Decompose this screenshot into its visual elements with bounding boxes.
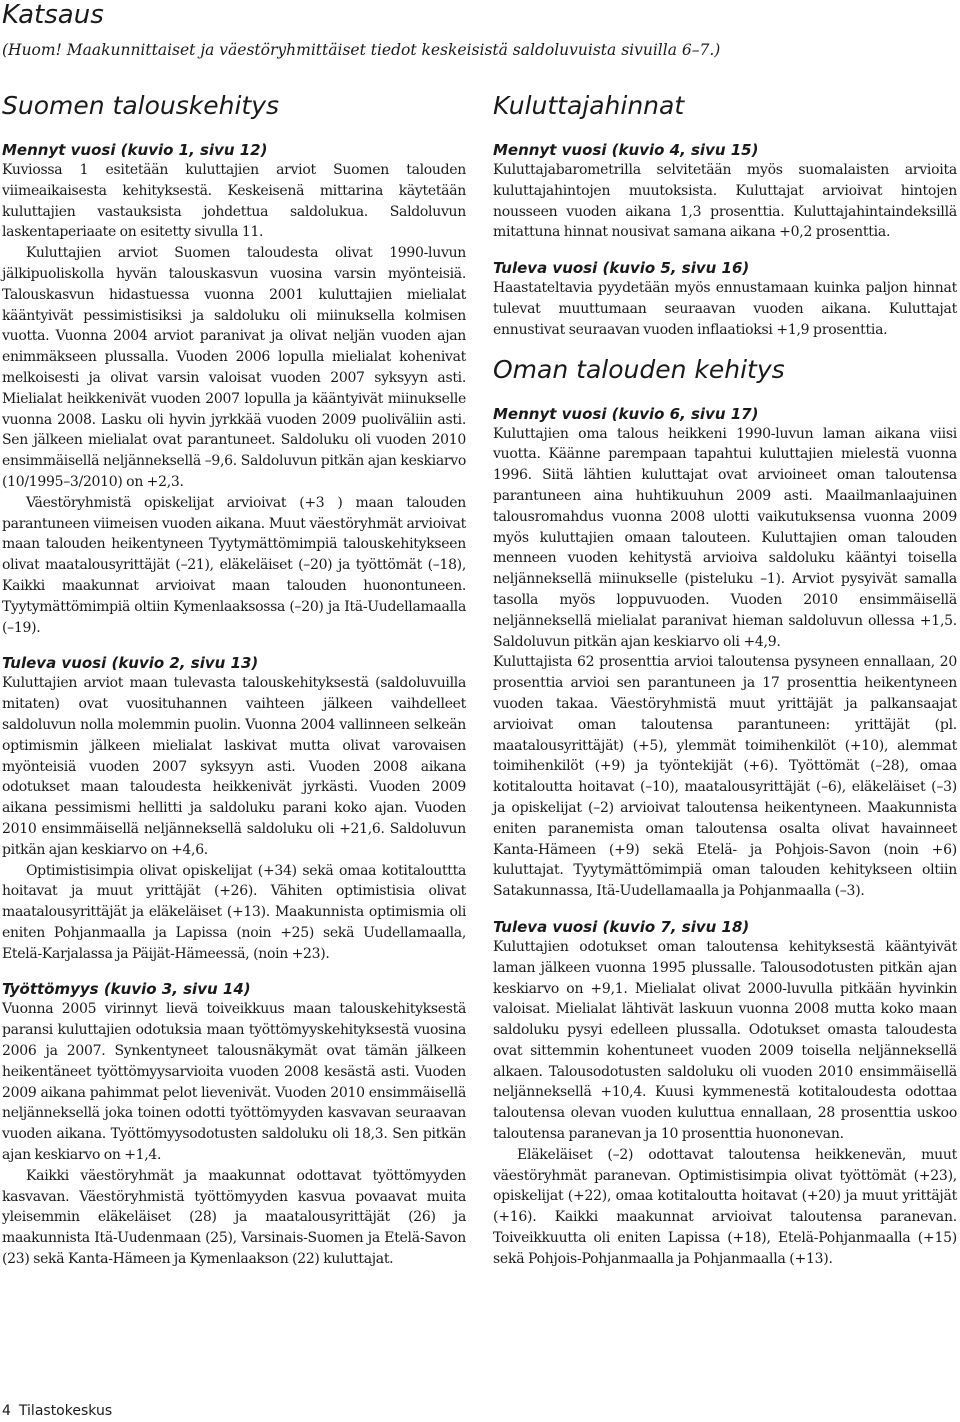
subsection-title-tuleva-vuosi: Tuleva vuosi (kuvio 5, sivu 16) (493, 259, 750, 278)
paragraph: Kuviossa 1 esitetään kuluttajien arviot Suomen talouden viimeaikaisesta kehityksestä. Keskeisenä mittarina käytetään kuluttajien vastauksista johdettua saldolukua. Saldoluvun laskentaperiaate on esitetty sivulla 11. (2, 162, 466, 241)
paragraph: Kuluttajien arviot maan tulevasta talouskehityksestä (saldoluvuilla mitaten) ovat vuosituhannen vaihteen jälkeen vaihdelleet saldoluvun nolla molemmin puolin. Vuonna 2004 vallinneen selkeän optimismin jälkeen mielialat laskivat mutta olivat varovaisen myönteisiä vuoden 2007 syksyyn asti. Vuoden 2008 aikana odotukset maan taloudesta heikkenivät jyrkästi. Vuoden 2009 aikana pessimismi hellitti ja saldoluku parani koko ajan. Vuoden 2010 ensimmäisellä neljänneksellä saldoluku oli +21,6. Saldoluvun pitkän ajan keskiarvo on +4,6. (2, 675, 466, 858)
paragraph: Kuluttajabarometrilla selvitetään myös suomalaisten arvioita kuluttajahintojen muutoksista. Kuluttajat arvioivat hintojen nousseen vuoden aikana 1,3 prosenttia. Kuluttajahintaindeksillä mitattuna hinnat nousivat samana aikana +0,2 prosenttia. (493, 162, 957, 241)
paragraph: Optimistisimpia olivat opiskelijat (+34) sekä omaa kotitalouttta hoitavat ja muut yrittäjät (+26). Vähiten optimistisia olivat maatalousyrittäjät ja eläkeläiset (+13). Maakunnista optimismia oli eniten Pohjanmaalla ja Lapissa (noin +25) sekä Uudellamaalla, Etelä-Karjalassa ja Päijät-Hämeessä, (noin +23). (2, 862, 466, 962)
paragraph: Vuonna 2005 virinnyt lievä toiveikkuus maan talouskehityksestä paransi kuluttajien odotuksia maan työttömyyskehityksestä vuosina 2006 ja 2007. Synkentyneet talousnäkymät ovat tämän jälkeen heikentäneet työttömyysarvioita vuoden 2008 kesästä asti. Vuoden 2009 aikana pahimmat pelot lievenivät. Vuoden 2010 ensimmäisellä neljänneksellä joka toinen odotti työttömyyden kasvavan seuraavan vuoden aikana. Työttömyysodotusten saldoluku oli 18,3. Sen pitkän ajan keskiarvo on +1,4. (2, 1001, 466, 1164)
page-note: (Huom! Maakunnittaiset ja väestöryhmittäiset tiedot keskeisistä saldoluvuista sivuilla 6–7.) (2, 41, 721, 59)
paragraph: Kuluttajien odotukset oman taloutensa kehityksestä kääntyivät laman jälkeen vuonna 1995 plussalle. Talousodotusten pitkän ajan keskiarvo on +9,1. Mielialat olivat 2000-luvulla pitkään hyvinkin valoisat. Mielialat lähtivät laskuun vuonna 2008 mutta koko maan saldoluku pysyi edelleen plussalla. Odotukset omasta taloudesta ovat sittemmin kohentuneet vuoden 2009 toisella neljänneksellä alkaen. Talousodotusten saldoluku oli vuoden 2010 ensimmäisellä neljänneksellä +10,4. Kuusi kymmenestä kotitaloudesta odottaa taloutensa olevan vuoden kuluttua ennallaan, 28 prosenttia uskoo taloutensa paranevan ja 10 prosenttia huononevan. (493, 938, 957, 1143)
paragraph: Väestöryhmistä opiskelijat arvioivat (+3 ) maan talouden parantuneen viimeisen vuoden aikana. Muut väestöryhmät arvioivat maan talouden heikentyneen Tyytymättömimpiä talouskehitykseen olivat maatalousyrittäjät (–21), eläkeläiset (–20) ja työttömät (–18), Kaikki maakunnat arvioivat maan talouden huonontuneen. Tyytymättömimpiä oltiin Kymenlaaksossa (–20) ja Itä-Uudellamaalla (–19). (2, 494, 466, 636)
paragraph: Kaikki väestöryhmät ja maakunnat odottavat työttömyyden kasvavan. Väestöryhmistä työttömyyden kasvua povaavat muita yleisemmin eläkeläiset (28) ja maatalousyrittäjät (26) ja maakunnista Itä-Uudenmaan (25), Varsinais-Suomen ja Etelä-Savon (23) sekä Kanta-Hämeen ja Kymenlaakson (22) kuluttajat. (2, 1167, 466, 1268)
right-column (493, 90, 957, 1270)
paragraph: Kuluttajien arviot Suomen taloudesta olivat 1990-luvun jälkipuoliskolla hyvän talouskasvun vuosina varsin myönteisiä. Talouskasvun hidastuessa vuonna 2001 kuluttajien mielialat kääntyivät pessimistisiksi ja saldoluku oli miinuksella kolmisen vuotta. Vuonna 2004 arviot paranivat ja olivat neljän vuoden ajan enimmäkseen plussalla. Vuoden 2006 lopulla mielialat kohenivat melkoisesti ja olivat varsin valoisat vuoden 2007 syksyyn asti. Mielialat heikkenivät vuoden 2007 lopulla ja kääntyivät miinukselle vuonna 2008. Lasku oli hyvin jyrkkää vuoden 2009 puoliväliin asti. Sen jälkeen mielialat ovat parantuneet. Saldoluku oli vuoden 2010 ensimmäisellä neljänneksellä –9,6. Saldoluvun pitkän ajan keskiarvo (10/1995–3/2010) on +2,3. (2, 245, 466, 490)
subsection-title-mennyt-vuosi: Mennyt vuosi (kuvio 1, sivu 12) (2, 141, 268, 159)
publisher-name: Tilastokeskus (18, 1403, 113, 1419)
section-title-kuluttajahinnat: Kuluttajahinnat (493, 91, 685, 120)
section-title-oman-talouden-kehitys: Oman talouden kehitys (493, 354, 785, 384)
subsection-title-mennyt-vuosi: Mennyt vuosi (kuvio 4, sivu 15) (493, 141, 759, 159)
paragraph: Kuluttajista 62 prosenttia arvioi taloutensa pysyneen ennallaan, 20 prosenttia arvioi sen parantuneen ja 17 prosenttia heikentyneen vuoden takaa. Väestöryhmistä muut yrittäjät ja palkansaajat arvioivat oman taloutensa parantuneen: yrittäjät (pl. maatalousyrittäjät) (+5), ylemmät toimihenkilöt (+10), alemmat toimihenkilöt (+9) ja työntekijät (+6). Työttömät (–28), omaa kotitaloutta hoitavat (–10), maatalousyrittäjät (–6), eläkeläiset (–3) ja opiskelijat (–2) arvioivat taloutensa heikentyneen. Maakunnista eniten paranemista oman taloutensa osalta olivat havainneet Kanta-Hämeen (+9) sekä Etelä- ja Pohjois-Savon (noin +6) kuluttajat. Tyytymättömimpiä oman talouden kehitykseen oltiin Satakunnassa, Itä-Uudellamaalla ja Pohjanmaalla (–3). (493, 654, 957, 900)
paragraph: Haastateltavia pyydetään myös ennustamaan kuinka paljon hinnat tulevat muuttumaan seuraavan vuoden aikana. Kuluttajat ennustivat seuraavan vuoden inflaatioksi +1,9 prosenttia. (493, 280, 957, 338)
paragraph: Eläkeläiset (–2) odottavat taloutensa heikkenevän, muut väestöryhmät paranevan. Optimistisimpia olivat työttömät (+23), opiskelijat (+22), omaa kotitaloutta hoitavat (+20) ja muut yrittäjät (+16). Kaikki maakunnat arvioivat taloutensa paranevan. Toiveikkuutta oli eniten Lapissa (+18), Etelä-Pohjanmaalla (+15) sekä Pohjois-Pohjanmaalla ja Pohjanmaalla (+13). (493, 1146, 957, 1267)
page-title: Katsaus (2, 0, 104, 30)
paragraph: Kuluttajien oma talous heikkeni 1990-luvun laman aikana viisi vuotta. Käänne parempaan tapahtui kuluttajien mielestä vuonna 1996. Siitä lähtien kuluttajat ovat arvioineet oman taloutensa parantuneen aina huhtikuuhun 2009 asti. Maailmanlaajuinen talousromahdus vuonna 2008 ulotti vaikutuksensa vuonna 2009 myös kuluttajien omaan talouteen. Kuluttajien oman talouden menneen vuoden kehitystä arvioiva saldoluku kääntyi toisella neljänneksellä miinukselle (pisteluku –1). Arviot pysyivät samalla tasolla myös loppuvuoden. Vuoden 2010 ensimmäisellä neljänneksellä mielialat paranivat hieman saldoluvun ollessa +1,5. Saldoluvun pitkän ajan keskiarvo oli +4,9. (493, 425, 957, 650)
left-column (2, 90, 466, 1270)
section-title-talouskehitys: Suomen talouskehitys (2, 91, 280, 120)
subsection-title-tuleva-vuosi: Tuleva vuosi (kuvio 7, sivu 18) (493, 917, 750, 936)
subsection-title-mennyt-vuosi: Mennyt vuosi (kuvio 6, sivu 17) (493, 404, 759, 423)
subsection-title-tyottomyys: Työttömyys (kuvio 3, sivu 14) (2, 980, 251, 999)
subsection-title-tuleva-vuosi: Tuleva vuosi (kuvio 2, sivu 13) (2, 654, 259, 673)
page-footer (2, 1402, 112, 1420)
page-number: 4 (2, 1403, 11, 1419)
